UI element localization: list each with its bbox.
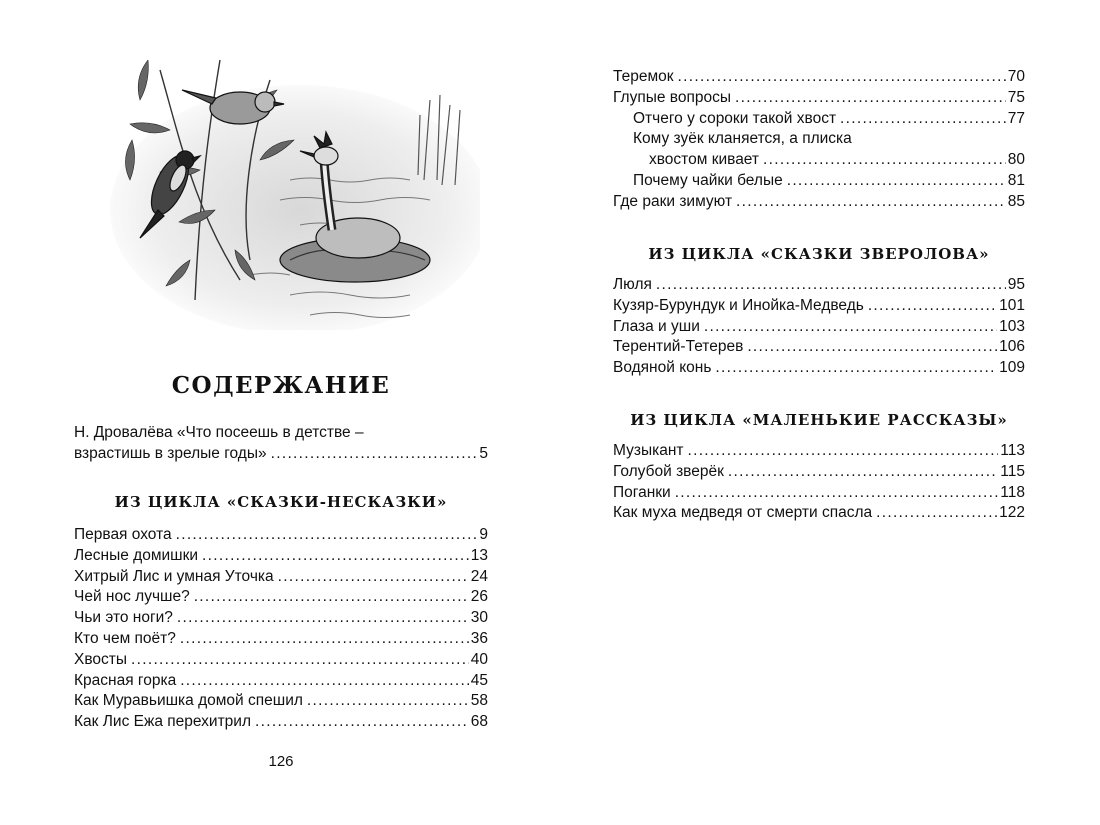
page-title: СОДЕРЖАНИЕ (171, 372, 391, 399)
dot-leader (876, 503, 997, 524)
entry-page: 75 (1007, 88, 1025, 106)
dot-leader (728, 462, 998, 483)
entry-page: 80 (1007, 151, 1025, 169)
entry-title: Музыкант (613, 442, 684, 459)
entry-page: 58 (470, 692, 488, 710)
toc-entry (74, 691, 488, 712)
entry-page: 101 (999, 296, 1025, 314)
page-number: 126 (268, 753, 294, 770)
toc-entry (74, 608, 488, 629)
entry-page: 24 (470, 567, 488, 585)
dot-leader (715, 358, 997, 379)
toc-entry (613, 275, 1025, 296)
entry-page: 122 (999, 504, 1025, 522)
dot-leader (177, 608, 469, 629)
entry-page: 5 (479, 445, 488, 462)
entry-page: 26 (470, 588, 488, 606)
entry-title: Красная горка (74, 671, 177, 689)
toc-subentry-continuation (613, 150, 1025, 171)
birds-by-pond-illustration (100, 60, 480, 330)
intro-line-1: Н. Дровалёва «Что посеешь в детстве – (74, 424, 364, 441)
entry-title: Хвосты (74, 650, 128, 668)
entry-title: Как Муравьишка домой спешил (74, 692, 303, 710)
toc-entry (613, 317, 1025, 338)
entry-title: Глупые вопросы (613, 88, 731, 106)
entry-page: 36 (470, 629, 488, 647)
toc-subentry (613, 171, 1025, 192)
toc-entry (613, 483, 1025, 504)
entry-page: 115 (1000, 462, 1025, 480)
entry-title: Лесные домишки (74, 546, 199, 564)
entry-page: 68 (470, 713, 488, 731)
toc-entry (613, 503, 1025, 524)
toc-entry (613, 441, 1025, 462)
dot-leader (278, 567, 469, 588)
entry-page: 9 (479, 526, 488, 543)
dot-leader (271, 443, 478, 464)
dot-leader (736, 192, 1006, 213)
dot-leader (202, 546, 469, 567)
toc-entry (74, 671, 488, 692)
entry-page: 118 (1000, 483, 1025, 501)
dot-leader (255, 712, 469, 733)
toc-list-section-3 (613, 441, 1025, 524)
entry-title: Терентий-Тетерев (613, 338, 744, 356)
intro-line-2 (74, 443, 488, 464)
entry-title: Где раки зимуют (613, 192, 733, 210)
dot-leader (868, 296, 997, 317)
dot-leader (194, 587, 469, 608)
right-page (550, 0, 1100, 825)
toc-entry (74, 587, 488, 608)
toc-entry (613, 296, 1025, 317)
dot-leader (656, 275, 1006, 296)
entry-title: Первая охота (74, 526, 172, 543)
toc-entry (74, 712, 488, 733)
toc-list-section-1 (74, 525, 488, 733)
entry-title: Чьи это ноги? (74, 609, 173, 627)
entry-title: Поганки (613, 483, 671, 501)
entry-title: взрастишь в зрелые годы» (74, 445, 267, 462)
dot-leader (675, 483, 999, 504)
toc-entry (613, 192, 1025, 213)
entry-page: 113 (1000, 442, 1025, 459)
dot-leader (176, 525, 478, 546)
entry-page: 13 (470, 546, 488, 564)
toc-entry (613, 462, 1025, 483)
entry-title: Отчего у сороки такой хвост (633, 109, 837, 127)
entry-page: 70 (1007, 68, 1025, 85)
section-heading-skazki-neskazki: ИЗ ЦИКЛА «СКАЗКИ-НЕСКАЗКИ» (114, 493, 448, 511)
dot-leader (840, 109, 1006, 130)
toc-entry (613, 337, 1025, 358)
dot-leader (735, 88, 1006, 109)
toc-entry (613, 88, 1025, 109)
entry-title: Голубой зверёк (613, 462, 724, 480)
dot-leader (307, 691, 469, 712)
entry-title: Кузяр-Бурундук и Инойка-Медведь (613, 296, 864, 314)
toc-entry (74, 650, 488, 671)
entry-title: Люля (613, 276, 652, 293)
dot-leader (180, 671, 469, 692)
entry-page: 77 (1007, 109, 1025, 127)
dot-leader (763, 150, 1006, 171)
entry-title: Чей нос лучше? (74, 588, 190, 606)
entry-page: 45 (470, 671, 488, 689)
entry-page: 95 (1007, 276, 1025, 293)
dot-leader (747, 337, 997, 358)
entry-page: 81 (1007, 171, 1025, 189)
intro-entry (74, 422, 488, 464)
dot-leader (180, 629, 469, 650)
toc-list-continued (613, 67, 1025, 213)
entry-title: Глаза и уши (613, 317, 700, 335)
entry-title: Хитрый Лис и умная Уточка (74, 567, 274, 585)
dot-leader (687, 441, 998, 462)
entry-title: Водяной конь (613, 359, 712, 377)
entry-page: 30 (470, 609, 488, 627)
entry-page: 103 (999, 317, 1025, 335)
entry-title: хвостом кивает (649, 151, 760, 169)
entry-page: 109 (999, 359, 1025, 377)
entry-title: Почему чайки белые (633, 171, 783, 189)
entry-title: Кто чем поёт? (74, 629, 176, 647)
section-heading-malenkie-rasskazy: ИЗ ЦИКЛА «МАЛЕНЬКИЕ РАССКАЗЫ» (630, 411, 1008, 429)
entry-title: Как муха медведя от смерти спасла (613, 504, 873, 522)
toc-list-section-2 (613, 275, 1025, 379)
entry-page: 106 (999, 338, 1025, 356)
toc-subentry (613, 109, 1025, 130)
entry-title: Теремок (613, 68, 674, 85)
toc-subentry-first-line: Кому зуёк кланяется, а плиска (633, 130, 852, 148)
toc-entry (74, 525, 488, 546)
dot-leader (787, 171, 1006, 192)
dot-leader (131, 650, 469, 671)
toc-entry (74, 546, 488, 567)
toc-entry (74, 629, 488, 650)
toc-entry (613, 358, 1025, 379)
entry-title: Как Лис Ежа перехитрил (74, 713, 252, 731)
entry-page: 85 (1007, 192, 1025, 210)
dot-leader (704, 317, 997, 338)
dot-leader (678, 67, 1006, 88)
toc-entry (613, 67, 1025, 88)
entry-page: 40 (470, 650, 488, 668)
section-heading-skazki-zverolova: ИЗ ЦИКЛА «СКАЗКИ ЗВЕРОЛОВА» (648, 245, 990, 263)
toc-entry (74, 567, 488, 588)
